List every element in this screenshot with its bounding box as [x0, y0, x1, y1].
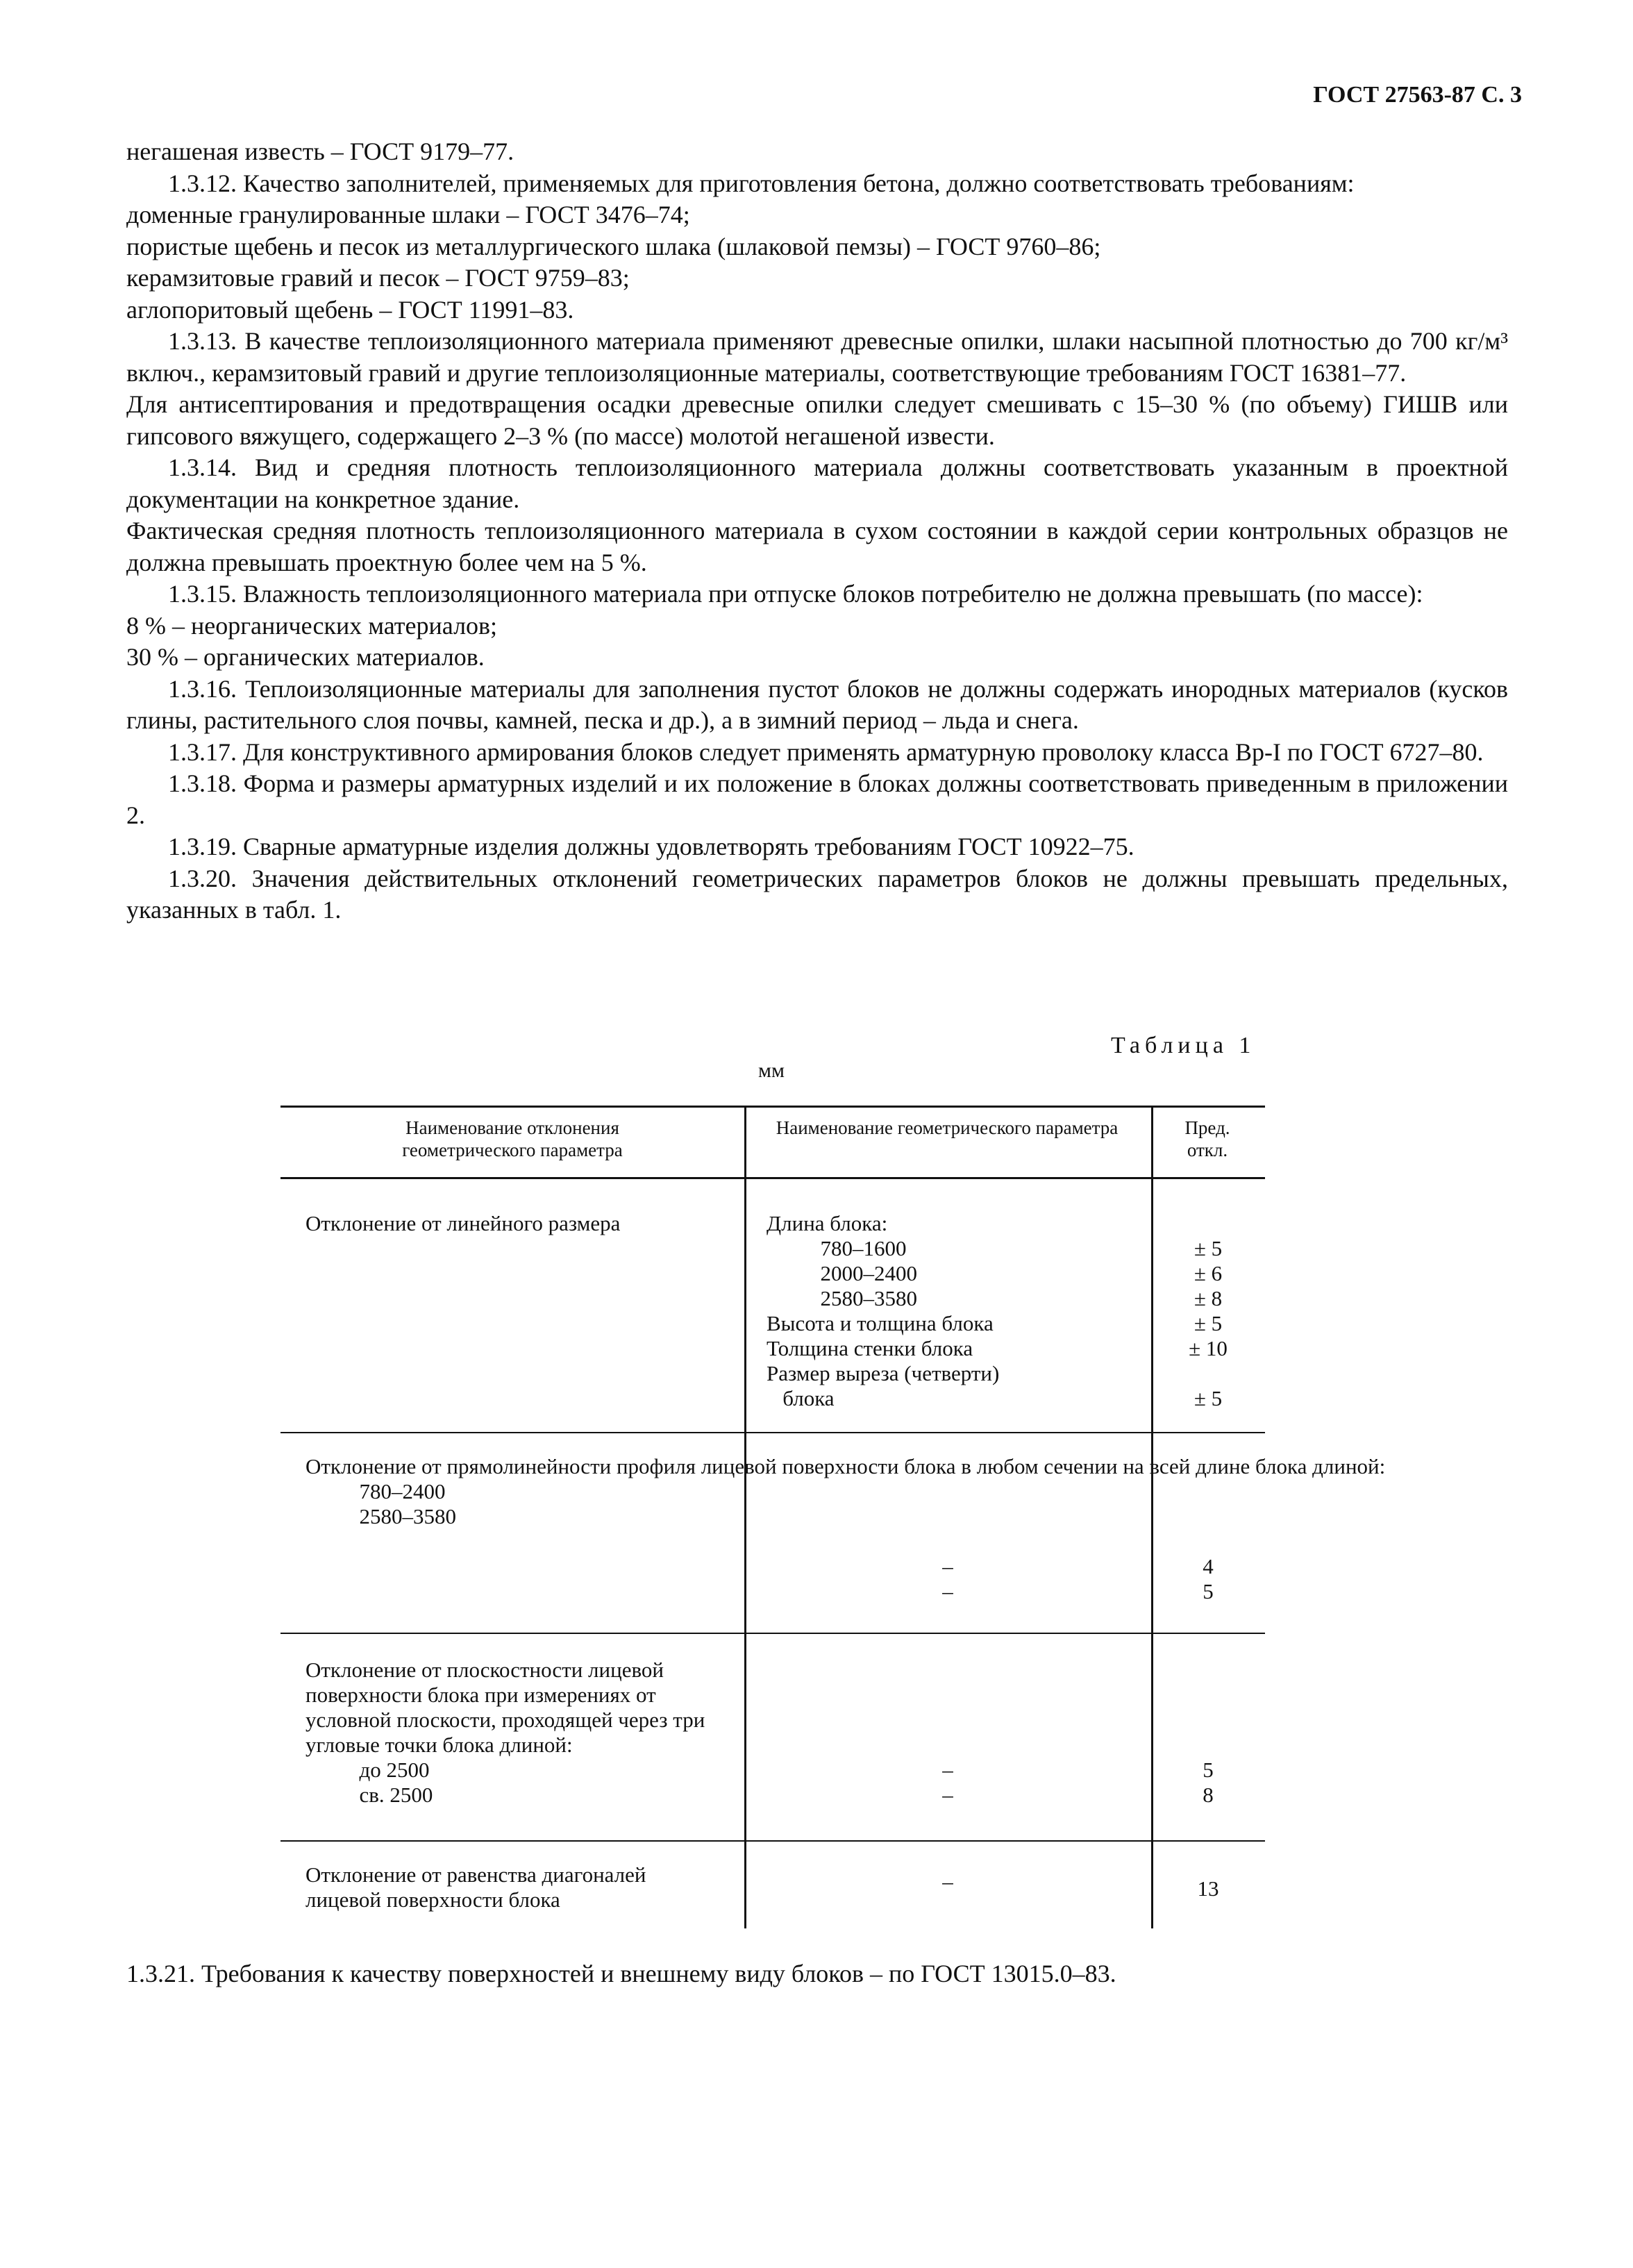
table-cell: Отклонение от линейного размера: [305, 1211, 621, 1235]
closing-paragraph: 1.3.21. Требования к качеству поверхностей и внешнему виду блоков – по ГОСТ 13015.0–83.: [126, 1960, 1116, 1987]
paragraph: 1.3.13. В качестве теплоизоляционного материала применяют древесные опилки, шлаки насыпной плотностью до 700 кг/м³ включ., керамзитовый гравий и другие теплоизоляционные материалы, соответствующие требованиям ГОСТ 16381–77.: [126, 327, 1508, 387]
body-text: [126, 136, 1508, 926]
table-header-tolerance: Пред. откл.: [1184, 1117, 1230, 1160]
paragraph: 1.3.14. Вид и средняя плотность теплоизоляционного материала должны соответствовать указанным в проектной документации на конкретное здание.: [126, 453, 1508, 513]
paragraph: керамзитовые гравий и песок – ГОСТ 9759–83;: [126, 264, 630, 292]
paragraph: негашеная известь – ГОСТ 9179–77.: [126, 137, 514, 165]
table-row-rule: [280, 1633, 1265, 1634]
table-cell: [305, 1454, 1386, 1529]
paragraph: 1.3.20. Значения действительных отклонений геометрических параметров блоков не должны превышать предельных, указанных в табл. 1.: [126, 864, 1508, 924]
paragraph: 1.3.15. Влажность теплоизоляционного материала при отпуске блоков потребителю не должна превышать (по массе):: [168, 580, 1423, 608]
table-row-rule: [280, 1840, 1265, 1842]
paragraph: 1.3.16. Теплоизоляционные материалы для заполнения пустот блоков не должны содержать инородных материалов (кусков глины, растительного слоя почвы, камней, песка и др.), а в зимний период – льда и снега.: [126, 674, 1508, 734]
table-unit: мм: [758, 1059, 785, 1082]
paragraph: 1.3.12. Качество заполнителей, применяемых для приготовления бетона, должно соответствовать требованиям:: [168, 169, 1355, 197]
paragraph: Для антисептирования и предотвращения осадки древесные опилки следует смешивать с 15–30 % (по объему) ГИШВ или гипсового вяжущего, содержащего 2–3 % (по массе) молотой негашеной извести.: [126, 390, 1508, 450]
table-cell: 4 5: [1203, 1554, 1214, 1603]
deviation-table: [280, 1106, 1386, 1928]
table-caption: Таблица 1: [1111, 1033, 1256, 1058]
paragraph: аглопоритовый щебень – ГОСТ 11991–83.: [126, 295, 574, 324]
paragraph: 30 % – органических материалов.: [126, 643, 485, 671]
table-header-rule: [280, 1177, 1265, 1179]
table-cell: Длина блока: 780–1600 2000–2400 2580–3580 Высота и толщина блока Толщина стенки блока Размер выреза (четверти) блока: [767, 1211, 1000, 1410]
table-cell-text: Отклонение от плоскостности лицевой поверхности блока при измерениях от условной плоскости, проходящей через три угловые точки блока длиной: до 2500 св. 2500: [305, 1658, 705, 1807]
table-row-rule: [280, 1432, 1265, 1433]
table-cell: 13: [1197, 1876, 1219, 1901]
table-header-parameter: Наименование геометрического параметра: [776, 1117, 1119, 1138]
table-cell: Отклонение от равенства диагоналей лицевой поверхности блока: [305, 1862, 646, 1912]
paragraph: 1.3.18. Форма и размеры арматурных изделий и их положение в блоках должны соответствовать приведенным в приложении 2.: [126, 769, 1508, 829]
table-cell: –: [942, 1869, 953, 1894]
paragraph: 8 % – неорганических материалов;: [126, 611, 498, 640]
paragraph: 1.3.19. Сварные арматурные изделия должны удовлетворять требованиям ГОСТ 10922–75.: [168, 833, 1134, 860]
paragraph: 1.3.17. Для конструктивного армирования блоков следует применять арматурную проволоку класса Вр-I по ГОСТ 6727–80.: [168, 737, 1484, 766]
table-cell: ± 5 ± 6 ± 8 ± 5 ± 10 ± 5: [1189, 1236, 1228, 1410]
paragraph: Фактическая средняя плотность теплоизоляционного материала в сухом состоянии в каждой серии контрольных образцов не должна превышать проектную более чем на 5 %.: [126, 517, 1508, 576]
table-cell: [305, 1658, 722, 1808]
table-header-deviation: Наименование отклонения геометрического параметра: [402, 1117, 623, 1160]
table-cell: – –: [942, 1554, 953, 1603]
paragraph: доменные гранулированные шлаки – ГОСТ 3476–74;: [126, 201, 690, 228]
paragraph: пористые щебень и песок из металлургического шлака (шлаковой пемзы) – ГОСТ 9760–86;: [126, 232, 1101, 260]
table-cell-text: Отклонение от прямолинейности профиля лицевой поверхности блока в любом сечении на всей длине блока длиной: 780–2400 2580–3580: [305, 1454, 1386, 1528]
table-cell: – –: [942, 1758, 953, 1807]
page-header: ГОСТ 27563-87 С. 3: [1313, 82, 1522, 108]
table-cell: 5 8: [1203, 1758, 1214, 1807]
table-top-rule: [280, 1106, 1265, 1108]
